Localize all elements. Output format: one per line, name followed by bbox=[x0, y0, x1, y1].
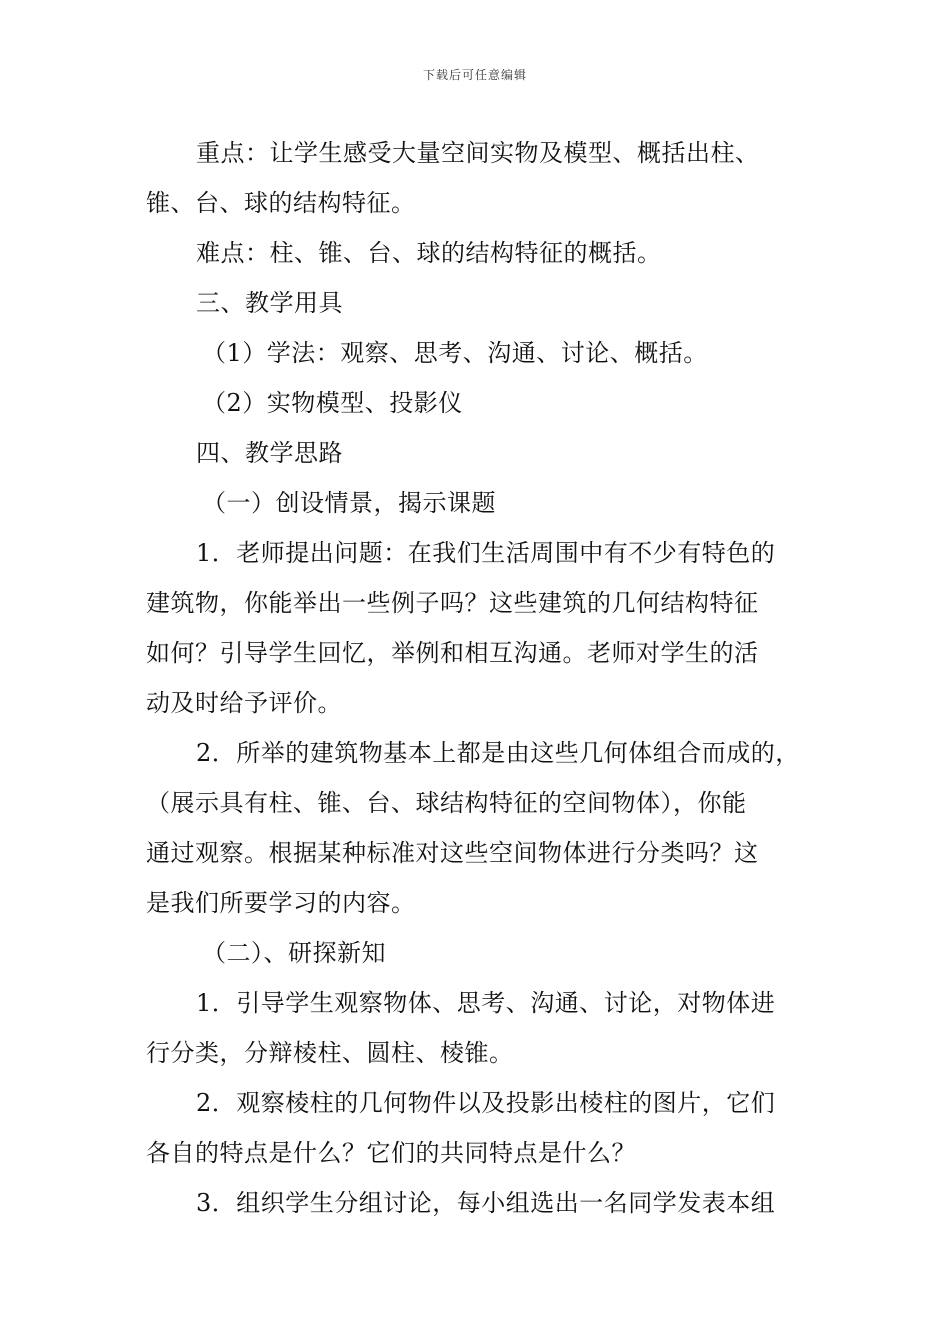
paragraph-line: 建筑物，你能举出一些例子吗？这些建筑的几何结构特征 bbox=[146, 589, 759, 617]
key-point-line: 重点：让学生感受大量空间实物及模型、概括出柱、 bbox=[196, 139, 760, 167]
paragraph-line: 1．老师提出问题：在我们生活周围中有不少有特色的 bbox=[196, 539, 776, 567]
difficulty-line: 难点：柱、锥、台、球的结构特征的概括。 bbox=[196, 239, 662, 267]
paragraph-line: 是我们所要学习的内容。 bbox=[146, 889, 416, 917]
tools-item-2: （2）实物模型、投影仪 bbox=[202, 389, 463, 417]
paragraph-line: 2．所举的建筑物基本上都是由这些几何体组合而成的， bbox=[196, 739, 800, 767]
key-point-line-cont: 锥、台、球的结构特征。 bbox=[146, 189, 416, 217]
paragraph-line: 3．组织学生分组讨论，每小组选出一名同学发表本组 bbox=[196, 1189, 776, 1217]
paragraph-line: 1．引导学生观察物体、思考、沟通、讨论，对物体进 bbox=[196, 989, 776, 1017]
section-heading-tools: 三、教学用具 bbox=[196, 289, 343, 317]
document-body bbox=[146, 128, 816, 1228]
paragraph-line: 各自的特点是什么？它们的共同特点是什么？ bbox=[146, 1139, 636, 1167]
paragraph-line: （展示具有柱、锥、台、球结构特征的空间物体），你能 bbox=[146, 789, 747, 817]
tools-item-1: （1）学法：观察、思考、沟通、讨论、概括。 bbox=[202, 339, 708, 367]
header-note: 下载后可任意编辑 bbox=[422, 68, 527, 82]
paragraph-line: 2．观察棱柱的几何物件以及投影出棱柱的图片，它们 bbox=[196, 1089, 776, 1117]
paragraph-line: 如何？引导学生回忆，举例和相互沟通。老师对学生的活 bbox=[146, 639, 759, 667]
subsection-heading-1: （一）创设情景，揭示课题 bbox=[202, 489, 496, 517]
paragraph-line: 通过观察。根据某种标准对这些空间物体进行分类吗？这 bbox=[146, 839, 759, 867]
paragraph-line: 动及时给予评价。 bbox=[146, 689, 342, 717]
section-heading-approach: 四、教学思路 bbox=[196, 439, 343, 467]
paragraph-line: 行分类，分辩棱柱、圆柱、棱锥。 bbox=[146, 1039, 514, 1067]
subsection-heading-2: （二）、研探新知 bbox=[202, 939, 386, 967]
